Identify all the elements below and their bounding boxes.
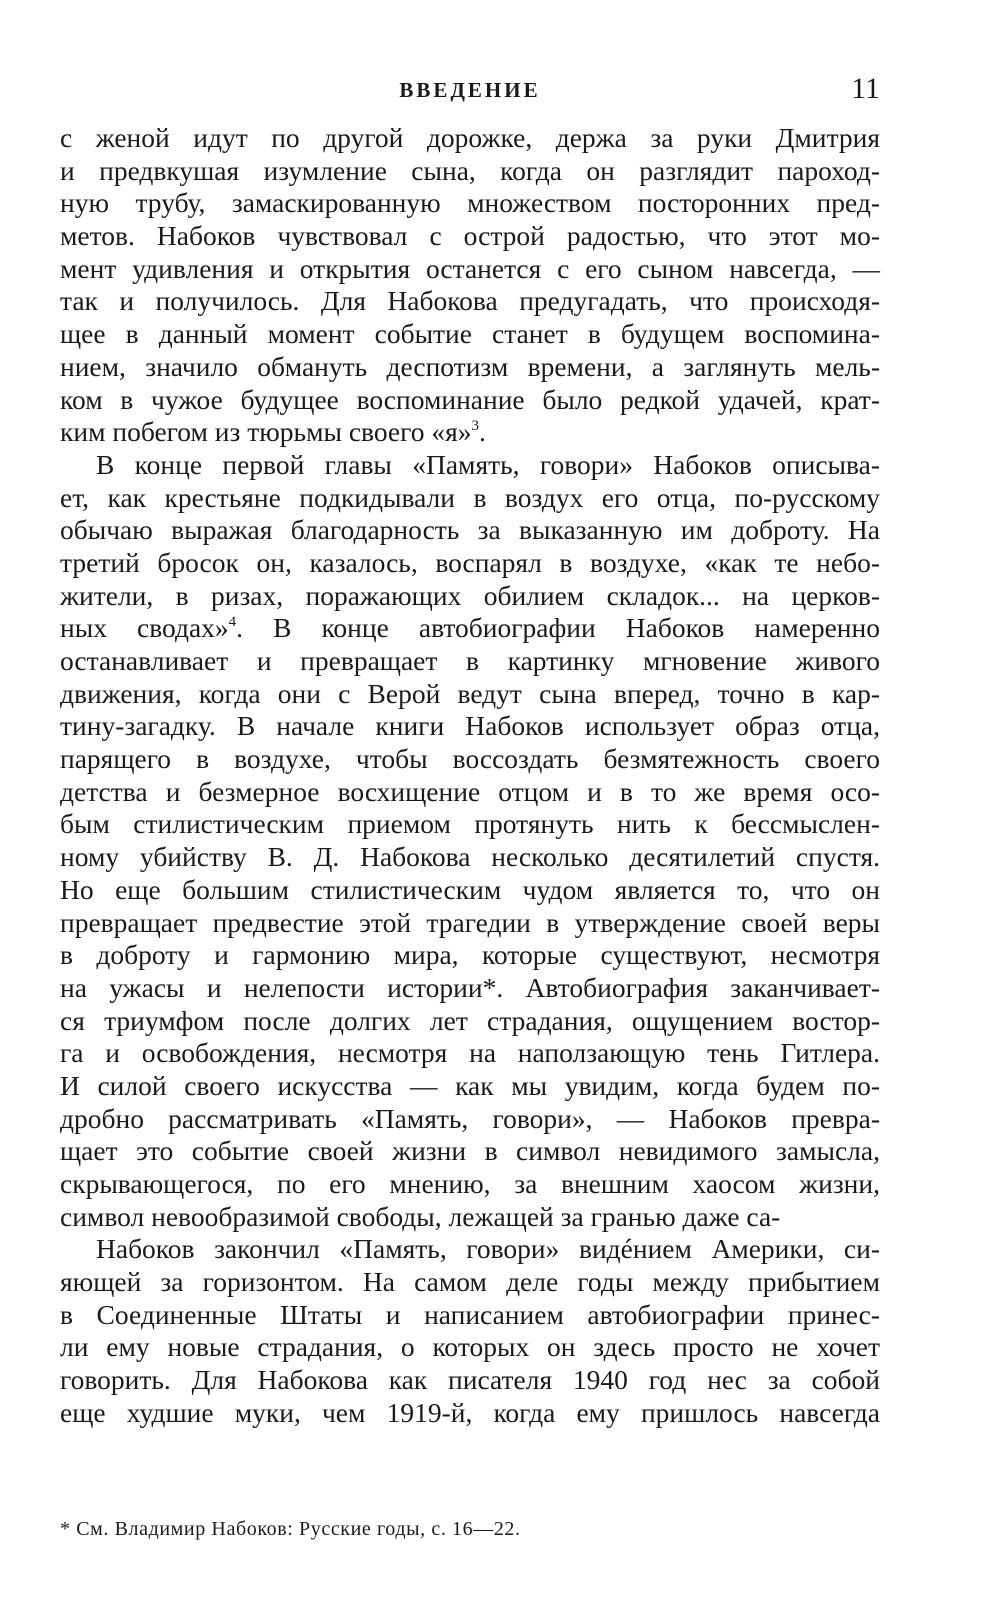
text-line: с женой идут по другой дорожке, держа за руки Дмитрия: [60, 122, 880, 153]
body-text: [60, 122, 880, 1430]
page-number: 11: [851, 72, 880, 105]
text-line: на ужасы и нелепости истории*. Автобиография заканчивает-: [60, 971, 880, 1003]
text-line: [60, 416, 880, 449]
text-line: парящего в воздухе, чтобы воссоздать безмятежность своего: [60, 743, 880, 775]
text-line: яющей за горизонтом. На самом деле годы между прибытием: [60, 1266, 880, 1298]
text-line: ся триумфом после долгих лет страдания, ощущением востор-: [60, 1004, 880, 1036]
text-line: говорить. Для Набокова как писателя 1940 год нес за собой: [60, 1364, 880, 1396]
footnote-reference: 4: [228, 614, 237, 631]
text-line: обычаю выражая благодарность за выказанную им доброту. На: [60, 514, 880, 546]
text-line: жители, в ризах, поражающих обилием складок... на церков-: [60, 579, 880, 611]
text-line: ную трубу, замаскированную множеством посторонних пред-: [60, 187, 880, 219]
text-line: бым стилистическим приемом протянуть нить к бессмыслен-: [60, 808, 880, 840]
text-fragment: ким побегом из тюрьмы своего «я»: [60, 416, 472, 448]
text-line: нием, значило обмануть деспотизм времени, а заглянуть мель-: [60, 350, 880, 382]
text-line: ли ему новые страдания, о которых он здесь просто не хочет: [60, 1331, 880, 1363]
section-title: ВВЕДЕНИЕ: [399, 78, 541, 102]
text-line: [60, 612, 880, 645]
text-line: так и получилось. Для Набокова предугадать, что происходя-: [60, 285, 880, 317]
text-line: третий бросок он, казалось, воспарял в воздухе, «как те небо-: [60, 546, 880, 578]
text-line: останавливает и превращает в картинку мгновение живого: [60, 645, 880, 676]
text-line: щает это событие своей жизни в символ невидимого замысла,: [60, 1135, 880, 1167]
text-fragment: . В конце автобиографии Набоков намеренно: [236, 612, 880, 644]
footnote: * См. Владимир Набоков: Русские годы, с. 16—22.: [60, 1518, 521, 1540]
text-fragment: .: [478, 416, 486, 448]
text-line: ком в чужое будущее воспоминание было редкой удачей, крат-: [60, 383, 880, 415]
text-line: мент удивления и открытия останется с его сыном навсегда, —: [60, 252, 880, 284]
running-header: [60, 72, 880, 112]
text-fragment: ных сводах»: [60, 612, 229, 644]
text-line: скрывающегося, по его мнению, за внешним хаосом жизни,: [60, 1168, 880, 1199]
text-line: тину-загадку. В начале книги Набоков использует образ отца,: [60, 710, 880, 742]
text-line: дробно рассматривать «Память, говори», — Набоков превра-: [60, 1102, 880, 1134]
text-line: в доброту и гармонию мира, которые существуют, несмотря: [60, 939, 880, 971]
text-line: в Соединенные Штаты и написанием автобиографии принес-: [60, 1298, 880, 1330]
text-line: метов. Набоков чувствовал с острой радостью, что этот мо-: [60, 220, 880, 252]
text-line: символ невообразимой свободы, лежащей за гранью даже са-: [60, 1200, 781, 1232]
text-line: Набоков закончил «Память, говори» видéнием Америки, си-: [96, 1233, 880, 1265]
footnote-reference: 3: [471, 418, 479, 435]
text-line: га и освобождения, несмотря на наползающую тень Гитлера.: [60, 1037, 880, 1069]
text-line: ному убийству В. Д. Набокова несколько десятилетий спустя.: [60, 841, 880, 873]
text-line: В конце первой главы «Память, говори» Набоков описыва-: [96, 448, 880, 480]
text-line: еще худшие муки, чем 1919-й, когда ему пришлось навсегда: [60, 1396, 880, 1428]
text-line: и предвкушая изумление сына, когда он разглядит пароход-: [60, 154, 880, 186]
text-line: движения, когда они с Верой ведут сына вперед, точно в кар-: [60, 677, 880, 709]
text-line: щее в данный момент событие станет в будущем воспомина-: [60, 318, 880, 350]
text-line: Но еще большим стилистическим чудом является то, что он: [60, 873, 880, 905]
text-line: превращает предвестие этой трагедии в утверждение своей веры: [60, 906, 880, 938]
text-line: детства и безмерное восхищение отцом и в то же время осо-: [60, 775, 880, 807]
text-line: И силой своего искусства — как мы увидим, когда будем по-: [60, 1069, 880, 1101]
text-line: ет, как крестьяне подкидывали в воздух его отца, по-русскому: [60, 481, 880, 513]
